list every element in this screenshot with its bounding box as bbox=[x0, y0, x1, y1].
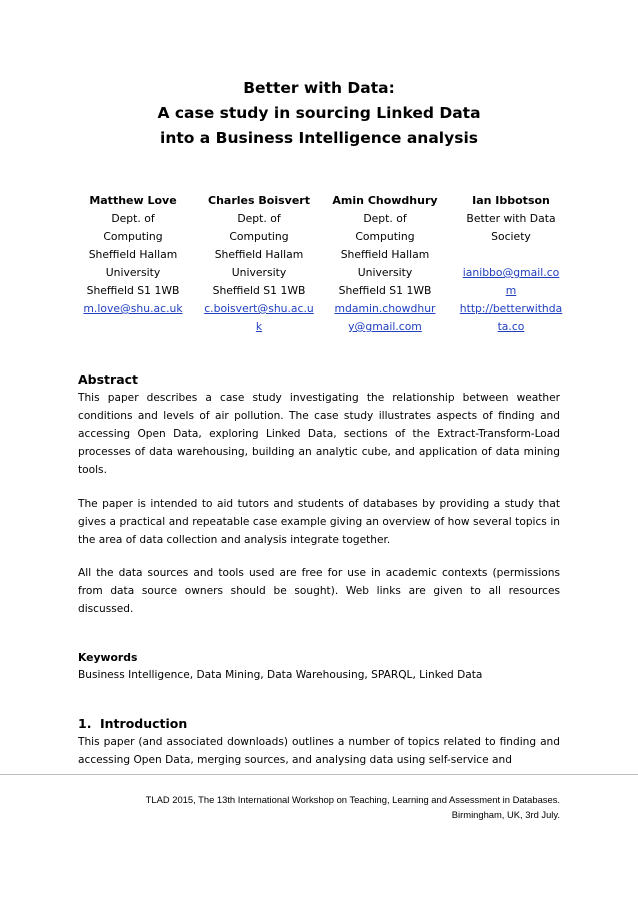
author-affiliation-line: Sheffield Hallam bbox=[340, 248, 430, 261]
author-name: Amin Chowdhury bbox=[332, 194, 438, 207]
author-block bbox=[72, 192, 572, 342]
introduction-heading bbox=[78, 715, 187, 733]
author-affiliation-line: Dept. of bbox=[237, 212, 281, 225]
author-1 bbox=[72, 192, 194, 318]
author-email-link[interactable]: mdamin.chowdhur bbox=[334, 302, 436, 315]
author-3 bbox=[324, 192, 446, 336]
author-affiliation-line: Sheffield Hallam bbox=[214, 248, 304, 261]
author-2 bbox=[198, 192, 320, 336]
title-line-1: Better with Data: bbox=[243, 79, 395, 97]
author-affiliation-line: Sheffield S1 1WB bbox=[212, 284, 306, 297]
author-email-link-continued[interactable]: k bbox=[255, 320, 263, 333]
footer-line-2: Birmingham, UK, 3rd July. bbox=[451, 809, 560, 820]
abstract-paragraph-3: All the data sources and tools used are free for use in academic contexts (permissions from data source owners should be sought). Web links are given to all resources discussed. bbox=[78, 567, 560, 615]
footer-line-1: TLAD 2015, The 13th International Workshop on Teaching, Learning and Assessment in Databases. bbox=[145, 794, 560, 805]
author-affiliation-line: Society bbox=[491, 230, 531, 243]
author-affiliation-line: University bbox=[231, 266, 287, 279]
title-line-2: A case study in sourcing Linked Data bbox=[157, 104, 481, 122]
footer-divider bbox=[0, 774, 638, 775]
keywords-heading: Keywords bbox=[78, 651, 138, 664]
introduction-paragraph-1: This paper (and associated downloads) outlines a number of topics related to finding and accessing Open Data, merging sources, and analysing data using self-service and bbox=[78, 736, 560, 766]
abstract-heading: Abstract bbox=[78, 372, 139, 387]
keywords-list: Business Intelligence, Data Mining, Data Warehousing, SPARQL, Linked Data bbox=[78, 669, 483, 681]
author-name: Charles Boisvert bbox=[208, 194, 310, 207]
abstract-paragraph-2: The paper is intended to aid tutors and students of databases by providing a study that gives a practical and repeatable case example giving an overview of how several topics in the area of data collection and analysis integrate together. bbox=[78, 498, 560, 546]
author-email-link[interactable]: c.boisvert@shu.ac.u bbox=[204, 302, 314, 315]
author-affiliation-line: Computing bbox=[355, 230, 415, 243]
author-email-link[interactable]: ianibbo@gmail.co bbox=[462, 266, 560, 279]
author-website-link[interactable]: http://betterwithda bbox=[459, 302, 563, 315]
page-footer bbox=[60, 792, 560, 822]
author-email-link-continued[interactable]: y@gmail.com bbox=[348, 320, 422, 333]
author-affiliation-line: Computing bbox=[103, 230, 163, 243]
author-affiliation-line: Sheffield Hallam bbox=[88, 248, 178, 261]
author-name: Matthew Love bbox=[89, 194, 177, 207]
author-affiliation-line: Sheffield S1 1WB bbox=[86, 284, 180, 297]
author-email-link-continued[interactable]: m bbox=[505, 284, 517, 297]
section-number: 1. bbox=[78, 716, 92, 731]
author-spacer bbox=[450, 246, 572, 264]
title-line-3: into a Business Intelligence analysis bbox=[160, 129, 478, 147]
author-affiliation-line: Sheffield S1 1WB bbox=[338, 284, 432, 297]
author-email-link[interactable]: m.love@shu.ac.uk bbox=[83, 302, 183, 315]
author-website-link-continued[interactable]: ta.co bbox=[497, 320, 525, 333]
author-4 bbox=[450, 192, 572, 336]
author-affiliation-line: Computing bbox=[229, 230, 289, 243]
author-affiliation-line: Dept. of bbox=[111, 212, 155, 225]
paper-title bbox=[0, 76, 638, 151]
author-affiliation-line: University bbox=[357, 266, 413, 279]
author-affiliation-line: Dept. of bbox=[363, 212, 407, 225]
section-title: Introduction bbox=[100, 716, 188, 731]
author-affiliation-line: Better with Data bbox=[466, 212, 556, 225]
author-name: Ian Ibbotson bbox=[472, 194, 550, 207]
abstract-paragraph-1: This paper describes a case study investigating the relationship between weather conditions and levels of air pollution. The case study illustrates aspects of finding and accessing Open Data, exploring Linked Data, sections of the Extract-Transform-Load processes of data warehousing, building an analytic cube, and application of data mining tools. bbox=[78, 392, 560, 476]
author-affiliation-line: University bbox=[105, 266, 161, 279]
